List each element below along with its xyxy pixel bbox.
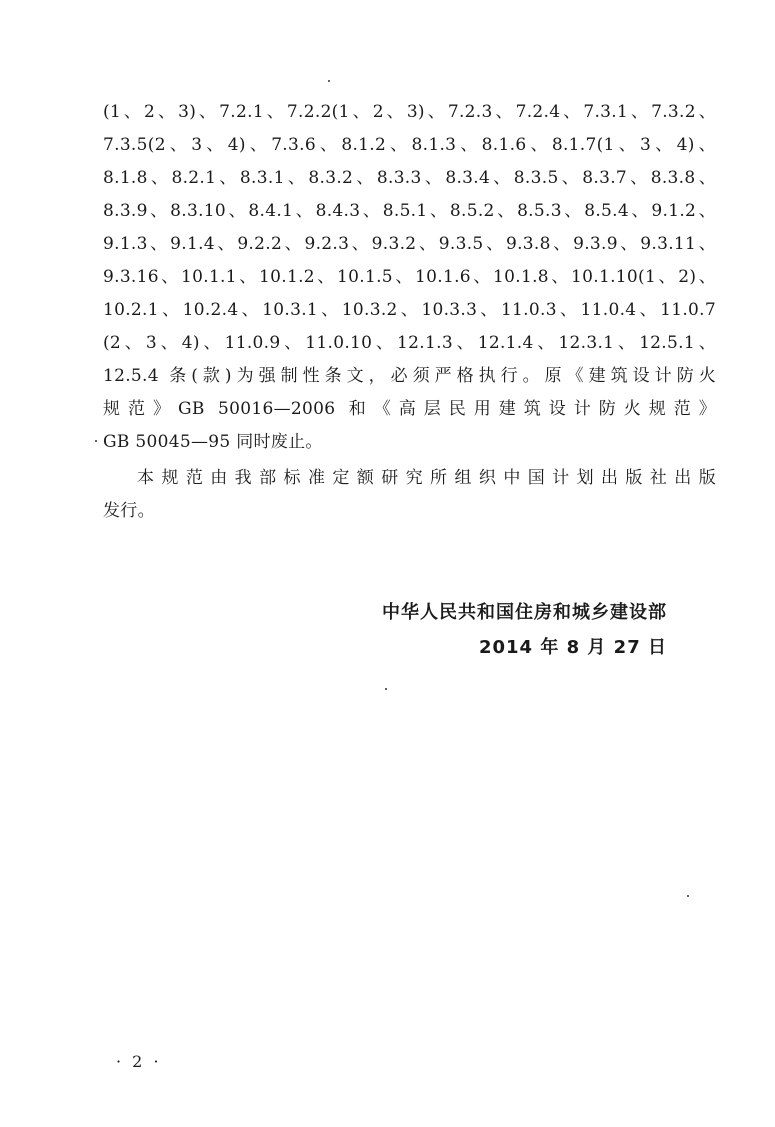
scan-speck	[95, 440, 97, 442]
text-line: 规范》GB 50016—2006 和《高层民用建筑设计防火规范》	[103, 399, 716, 419]
text-line: 8.1.8、8.2.1、8.3.1、8.3.2、8.3.3、8.3.4、8.3.5、8.3.7、8.3.8、	[103, 168, 716, 188]
scan-speck	[328, 80, 330, 82]
text-line: 7.3.5(2、3、4)、7.3.6、8.1.2、8.1.3、8.1.6、8.1.7(1、3、4)、	[103, 135, 716, 155]
text-line: GB 50045—95 同时废止。	[103, 432, 323, 452]
text-line: 本规范由我部标准定额研究所组织中国计划出版社出版	[137, 468, 716, 488]
text-line: 8.3.9、8.3.10、8.4.1、8.4.3、8.5.1、8.5.2、8.5.3、8.5.4、9.1.2、	[103, 201, 716, 221]
text-line: 12.5.4 条(款)为强制性条文，必须严格执行。原《建筑设计防火	[103, 366, 716, 386]
page-number: · 2 ·	[116, 1052, 162, 1071]
paragraph-publication	[103, 462, 716, 528]
text-line: 9.3.16、10.1.1、10.1.2、10.1.5、10.1.6、10.1.8、10.1.10(1、2)、	[103, 267, 716, 287]
text-line: 发行。	[103, 501, 155, 521]
text-line: (1、2、3)、7.2.1、7.2.2(1、2、3)、7.2.3、7.2.4、7.3.1、7.3.2、	[103, 102, 716, 122]
signature-date: 2014 年 8 月 27 日	[478, 637, 667, 658]
text-line: 9.1.3、9.1.4、9.2.2、9.2.3、9.3.2、9.3.5、9.3.8、9.3.9、9.3.11、	[103, 234, 716, 254]
scan-speck	[687, 895, 689, 897]
scan-speck	[385, 688, 387, 690]
paragraph-clause-list	[103, 96, 716, 459]
text-line: (2、3、4)、11.0.9、11.0.10、12.1.3、12.1.4、12.3.1、12.5.1、	[103, 333, 716, 353]
text-line: 10.2.1、10.2.4、10.3.1、10.3.2、10.3.3、11.0.3、11.0.4、11.0.7	[103, 300, 716, 320]
signature-organization: 中华人民共和国住房和城乡建设部	[382, 602, 667, 623]
